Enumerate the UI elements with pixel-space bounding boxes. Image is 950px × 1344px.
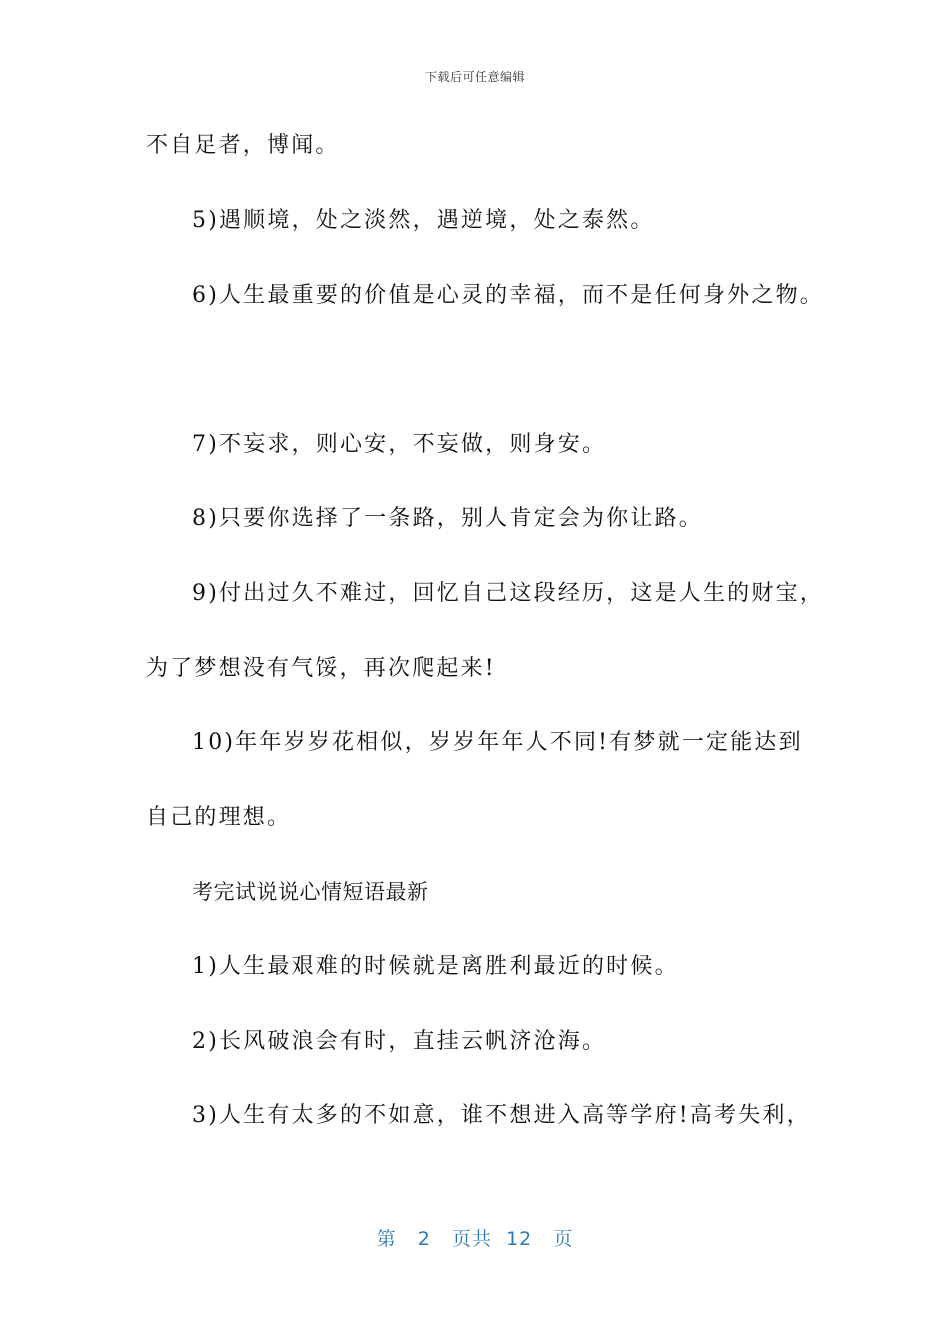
body-line-4: 7)不妄求，则心安，不妄做，则身安。 — [192, 432, 607, 457]
body-line-2: 5)遇顺境，处之淡然，遇逆境，处之泰然。 — [192, 208, 655, 233]
footer-prefix: 第 — [376, 1228, 397, 1250]
body-line-8: 10)年年岁岁花相似，岁岁年年人不同!有梦就一定能达到 — [192, 730, 803, 755]
body-line-5: 8)只要你选择了一条路，别人肯定会为你让路。 — [192, 506, 703, 531]
body-line-10: 1)人生最艰难的时候就是离胜利最近的时候。 — [192, 954, 679, 979]
body-line-7: 为了梦想没有气馁，再次爬起来! — [146, 656, 496, 681]
body-line-12: 3)人生有太多的不如意，谁不想进入高等学府!高考失利， — [192, 1103, 811, 1128]
body-line-11: 2)长风破浪会有时，直挂云帆济沧海。 — [192, 1029, 607, 1054]
footer-total-pages: 12 — [506, 1228, 533, 1250]
footer-middle: 页共 — [451, 1228, 492, 1250]
body-line-1: 不自足者，博闻。 — [146, 133, 340, 158]
footer-page-number: 2 — [417, 1228, 431, 1250]
page-footer — [0, 1226, 950, 1252]
header-note: 下载后可任意编辑 — [424, 70, 525, 84]
body-line-9: 自己的理想。 — [146, 805, 292, 830]
section-subheading: 考完试说说心情短语最新 — [192, 880, 429, 904]
footer-suffix: 页 — [553, 1228, 574, 1250]
body-line-6: 9)付出过久不难过，回忆自己这段经历，这是人生的财宝， — [192, 581, 824, 606]
body-line-3: 6)人生最重要的价值是心灵的幸福，而不是任何身外之物。 — [192, 283, 824, 308]
